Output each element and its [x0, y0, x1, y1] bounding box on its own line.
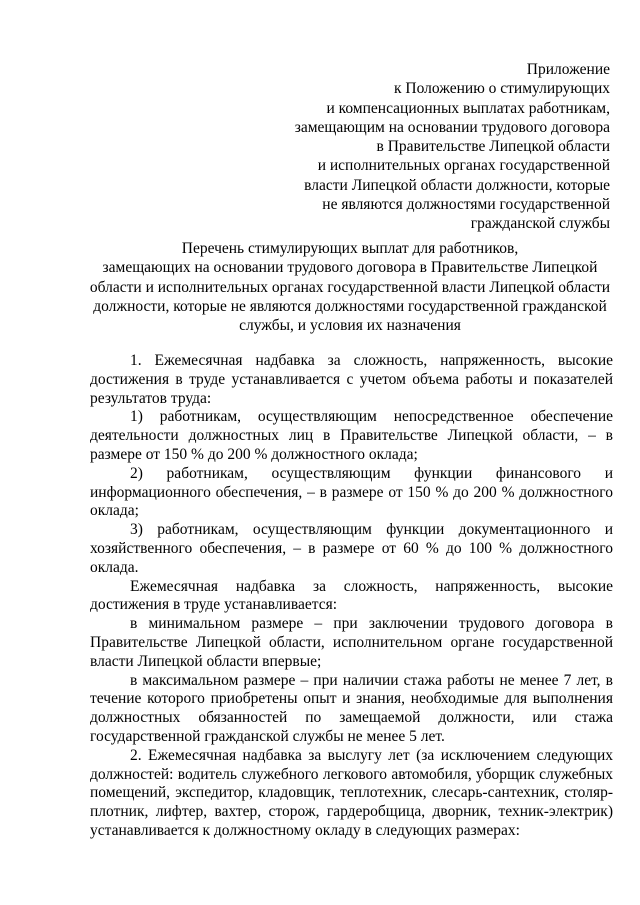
appendix-line: Приложение: [526, 61, 610, 78]
body-paragraph: 2) работникам, осуществляющим функции финансового и информационного обеспечения, – в размере от 150 % до 200 % должностного оклада;: [90, 464, 613, 520]
heading-line: Перечень стимулирующих выплат для работников,: [181, 240, 519, 257]
body-paragraph: Ежемесячная надбавка за сложность, напряженность, высокие достижения в труде устанавливается:: [90, 577, 613, 614]
body-paragraph: 3) работникам, осуществляющим функции документационного и хозяйственного обеспечения, – в размере от 60 % до 100 % должностного оклада.: [90, 521, 613, 576]
document-heading: [85, 239, 615, 335]
appendix-line: к Положению о стимулирующих: [393, 80, 610, 98]
appendix-line: и исполнительных органах государственной: [317, 157, 610, 175]
body-paragraph: в минимальном размере – при заключении трудового договора в Правительстве Липецкой области, исполнительном органе государственной власти Липецкой области впервые;: [90, 615, 613, 670]
body-paragraph: 2. Ежемесячная надбавка за выслугу лет (за исключением следующих должностей: водитель служебного легкового автомобиля, уборщик служебных помещений, экспедитор, кладовщик, теплотехник, слесарь-сантехник, столяр-плотник, лифтер, вахтер, сторож, гардеробщица, дворник, техник-электрик) устанавливается к должностному окладу в следующих размерах:: [90, 746, 613, 839]
heading-line: замещающих на основании трудового договора в Правительстве Липецкой: [102, 259, 598, 277]
appendix-line: в Правительстве Липецкой области: [376, 138, 610, 156]
appendix-line: власти Липецкой области должности, которые: [304, 176, 610, 194]
appendix-line: замещающим на основании трудового договора: [294, 118, 610, 136]
appendix-line: гражданской службы: [470, 215, 610, 233]
appendix-reference: [295, 60, 610, 234]
appendix-line: не являются должностями государственной: [322, 196, 610, 214]
heading-line: службы, и условия их назначения: [239, 317, 461, 335]
appendix-line: и компенсационных выплатах работникам,: [326, 99, 610, 117]
body-paragraph: 1) работникам, осуществляющим непосредственное обеспечение деятельности должностных лиц в Правительстве Липецкой области, – в размере от 150 % до 200 % должностного оклада;: [90, 408, 613, 463]
heading-line: области и исполнительных органах государственной власти Липецкой области: [89, 278, 611, 296]
body-paragraph: 1. Ежемесячная надбавка за сложность, напряженность, высокие достижения в труде устанавливается с учетом объема работы и показателей результатов труда:: [90, 352, 613, 407]
heading-line: должности, которые не являются должностями государственной гражданской: [93, 297, 607, 315]
body-paragraph: в максимальном размере – при наличии стажа работы не менее 7 лет, в течение которого приобретены опыт и знания, необходимые для выполнения должностных обязанностей по замещаемой должности, или стажа государственной гражданской службы не менее 5 лет.: [90, 671, 613, 745]
document-body: [90, 352, 613, 841]
